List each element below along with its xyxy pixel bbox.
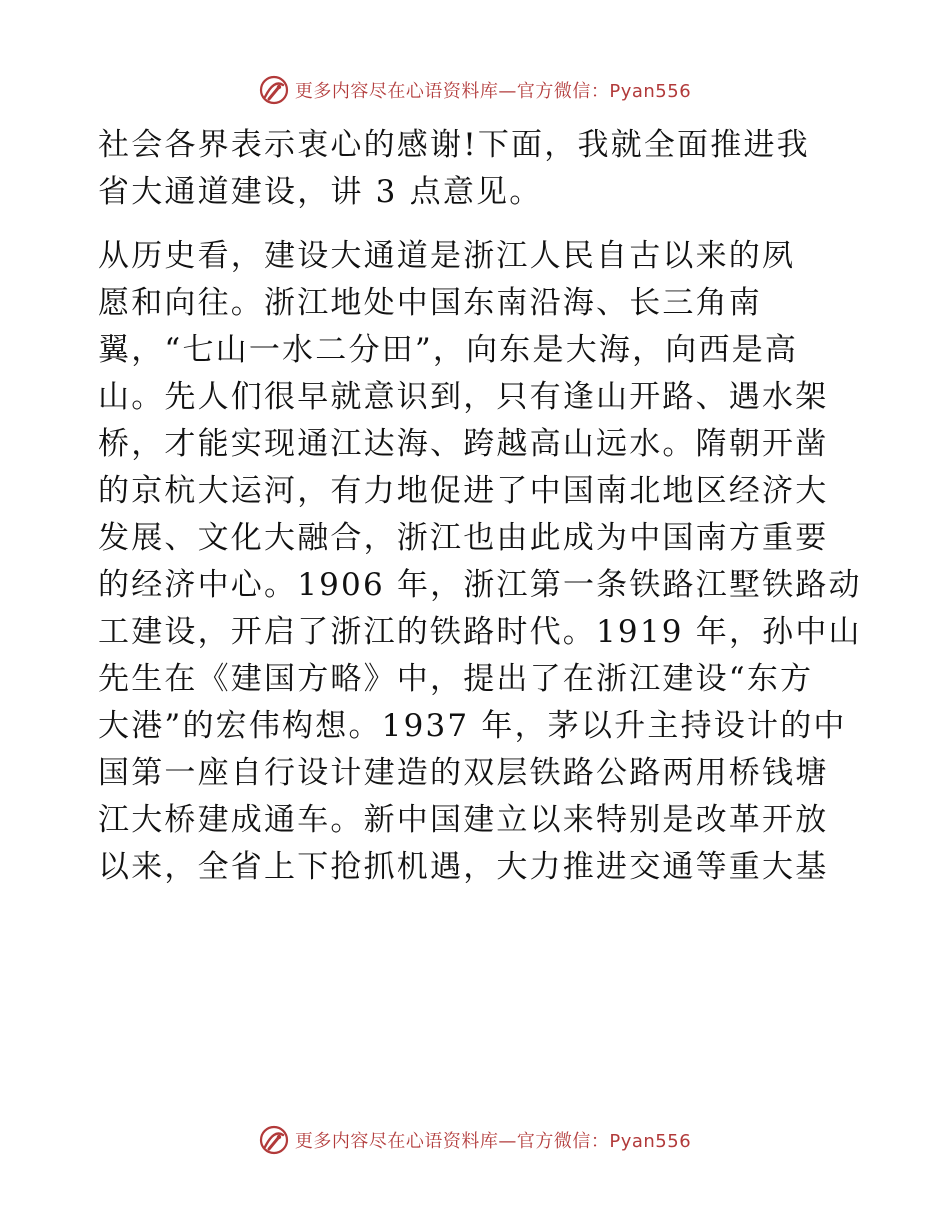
text-line: 的京杭大运河，有力地促进了中国南北地区经济大	[98, 473, 829, 509]
footer-banner	[0, 1120, 950, 1160]
brand-logo-icon	[259, 75, 289, 105]
footer-banner-text: 更多内容尽在心语资料库—官方微信：Pyan556	[294, 1131, 692, 1152]
paragraph-2	[98, 233, 862, 891]
brand-logo-icon	[259, 1125, 289, 1155]
paragraph-1	[98, 122, 858, 216]
text-line: 国第一座自行设计建造的双层铁路公路两用桥钱塘	[98, 755, 829, 791]
document-body	[98, 122, 862, 891]
text-line: 江大桥建成通车。新中国建立以来特别是改革开放	[98, 802, 829, 838]
text-line: 社会各界表示衷心的感谢!下面，我就全面推进我	[98, 127, 810, 163]
paragraph-gap	[98, 216, 858, 233]
text-line: 桥，才能实现通江达海、跨越高山远水。隋朝开凿	[98, 426, 829, 462]
text-line: 大港”的宏伟构想。1937 年，茅以升主持设计的中	[98, 708, 847, 744]
text-line: 愿和向往。浙江地处中国东南沿海、长三角南	[98, 285, 762, 321]
header-banner-text: 更多内容尽在心语资料库—官方微信：Pyan556	[294, 81, 692, 102]
text-line: 发展、文化大融合，浙江也由此成为中国南方重要	[98, 520, 829, 556]
text-line: 翼，“七山一水二分田”，向东是大海，向西是高	[98, 332, 799, 368]
text-line: 先生在《建国方略》中，提出了在浙江建设“东方	[98, 661, 814, 697]
text-line: 的经济中心。1906 年，浙江第一条铁路江墅铁路动	[98, 567, 862, 603]
text-line: 山。先人们很早就意识到，只有逢山开路、遇水架	[98, 379, 829, 415]
header-banner	[0, 70, 950, 110]
text-line: 从历史看，建设大通道是浙江人民自古以来的夙	[98, 238, 796, 274]
text-line: 以来，全省上下抢抓机遇，大力推进交通等重大基	[98, 849, 829, 885]
text-line: 省大通道建设，讲 3 点意见。	[98, 174, 543, 210]
text-line: 工建设，开启了浙江的铁路时代。1919 年，孙中山	[98, 614, 862, 650]
